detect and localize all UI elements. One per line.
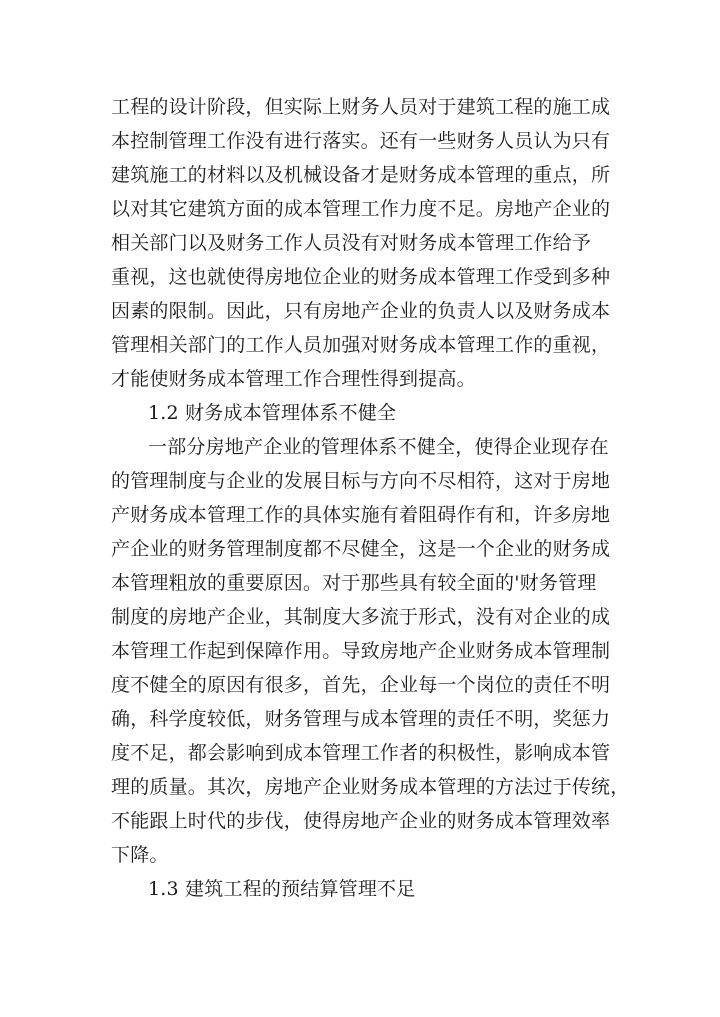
paragraph-line: 管理相关部门的工作人员加强对财务成本管理工作的重视，	[111, 334, 611, 356]
paragraph-line: 本管理粗放的重要原因。对于那些具有较全面的'财务管理	[111, 572, 597, 594]
paragraph-line: 产企业的财务管理制度都不尽健全，这是一个企业的财务成	[111, 538, 611, 560]
paragraph-line: 确，科学度较低，财务管理与成本管理的责任不明，奖惩力	[111, 708, 611, 730]
paragraph-line: 以对其它建筑方面的成本管理工作力度不足。房地产企业的	[111, 198, 611, 220]
paragraph-line: 理的质量。其次，房地产企业财务成本管理的方法过于传统，	[111, 776, 630, 798]
paragraph-line: 本控制管理工作没有进行落实。还有一些财务人员认为只有	[111, 130, 611, 152]
paragraph-line: 制度的房地产企业，其制度大多流于形式，没有对企业的成	[111, 606, 611, 628]
paragraph-line: 下降。	[111, 844, 169, 866]
section-heading: 1.3 建筑工程的预结算管理不足	[148, 878, 416, 900]
section-heading: 1.2 财务成本管理体系不健全	[148, 402, 397, 424]
paragraph-line: 度不健全的原因有很多，首先，企业每一个岗位的责任不明	[111, 674, 611, 696]
paragraph-line: 才能使财务成本管理工作合理性得到提高。	[111, 368, 476, 390]
paragraph-line: 相关部门以及财务工作人员没有对财务成本管理工作给予	[111, 232, 592, 254]
paragraph-line: 度不足，都会影响到成本管理工作者的积极性，影响成本管	[111, 742, 611, 764]
paragraph-line: 工程的设计阶段，但实际上财务人员对于建筑工程的施工成	[111, 96, 611, 118]
paragraph-line: 因素的限制。因此，只有房地产企业的负责人以及财务成本	[111, 300, 611, 322]
paragraph-line: 不能跟上时代的步伐，使得房地产企业的财务成本管理效率	[111, 810, 611, 832]
paragraph-line: 产财务成本管理工作的具体实施有着阻碍作有和，许多房地	[111, 504, 611, 526]
paragraph-line: 一部分房地产企业的管理体系不健全，使得企业现存在	[148, 436, 609, 458]
paragraph-line: 本管理工作起到保障作用。导致房地产企业财务成本管理制	[111, 640, 611, 662]
paragraph-line: 重视，这也就使得房地位企业的财务成本管理工作受到多种	[111, 266, 611, 288]
paragraph-line: 建筑施工的材料以及机械设备才是财务成本管理的重点，所	[111, 164, 611, 186]
paragraph-line: 的管理制度与企业的发展目标与方向不尽相符，这对于房地	[111, 470, 611, 492]
